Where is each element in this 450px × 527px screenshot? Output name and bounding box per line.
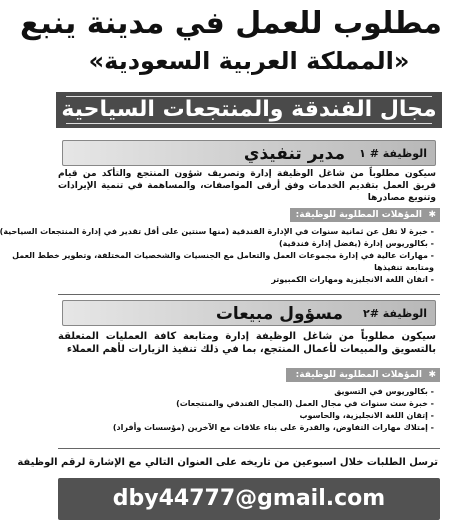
job1-description: سيكون مطلوباً من شاغل الوظيفة إدارة وتصريف شؤون المنتجع والتأكد من قيام فريق العمل بتقديم الخدمات وفق أرقى المواصفات، والمساهمة في تنمية الإيرادات وتنويع مصادرها	[58, 169, 436, 203]
job2-qualifications-list	[58, 386, 434, 434]
list-item: - خبرة ست سنوات في مجال العمل (المجال الفندقي والمنتجعات)	[176, 399, 434, 408]
job1-qualifications-title: المؤهلات المطلوبة للوظيفة:	[295, 210, 422, 220]
section-divider	[58, 294, 440, 295]
job2-qualifications-banner	[286, 368, 440, 382]
list-item: - بكالوريوس إدارة (يفضل إدارة فندقية)	[278, 239, 434, 248]
job1-number: الوظيفة # ١	[359, 147, 427, 160]
list-item: - بكالوريوس في التسويق	[334, 387, 434, 396]
list-item: ومتابعة تنفيذها	[374, 263, 434, 272]
job2-qualifications-title: المؤهلات المطلوبة للوظيفة:	[295, 370, 422, 380]
job1-qualifications-banner	[290, 208, 440, 222]
ad-headline: مطلوب للعمل في مدينة ينبع	[20, 6, 442, 41]
banner-rule-bottom	[66, 123, 432, 124]
list-item: - إمتلاك مهارات التفاوض، والقدرة على بناء علاقات مع الآخرين (مؤسسات وأفراد)	[112, 423, 434, 432]
list-item: - خبرة لا تقل عن ثمانية سنوات في الإدارة الفندقية (منها سنتين على أقل تقدير في إدارة المنتجعات السياحية)	[0, 227, 434, 236]
job2-description: سيكون مطلوباً من شاغل الوظيفة إدارة ومتابعة كافة العمليات المتعلقة بالتسويق والمبيعات لأعمال المنتجع، بما في ذلك تنفيذ الزيارات لأهم العملاء	[58, 331, 436, 355]
sector-banner	[56, 92, 442, 128]
sector-title: مجال الفندقة والمنتجعات السياحية	[61, 97, 437, 122]
star-icon: ✱	[428, 370, 436, 380]
job2-banner	[62, 300, 436, 326]
apply-instructions: ترسل الطلبات خلال اسبوعين من تاريخه على العنوان التالي مع الإشارة لرقم الوظيفة	[17, 457, 438, 468]
job1-banner	[62, 140, 436, 166]
email-address[interactable]: dby44777@gmail.com	[58, 478, 440, 520]
job2-title: مسؤول مبيعات	[215, 304, 343, 324]
star-icon: ✱	[428, 210, 436, 220]
list-item: - مهارات عالية في إدارة مجموعات العمل والتعامل مع الجنسيات والشخصيات المختلفة، وتطوير خطط العمل	[12, 251, 434, 260]
list-item: - اتقان اللغة الانجليزية ومهارات الكمبيوتر	[271, 275, 434, 284]
list-item: - إتقان اللغة الانجليزية، والحاسوب	[299, 411, 434, 420]
job1-qualifications-list	[0, 226, 434, 286]
section-divider	[58, 448, 440, 449]
job2-number: الوظيفة #٢	[362, 307, 427, 320]
job1-title: مدير تنفيذي	[243, 144, 345, 164]
ad-subline: «المملكة العربية السعودية»	[88, 47, 410, 75]
